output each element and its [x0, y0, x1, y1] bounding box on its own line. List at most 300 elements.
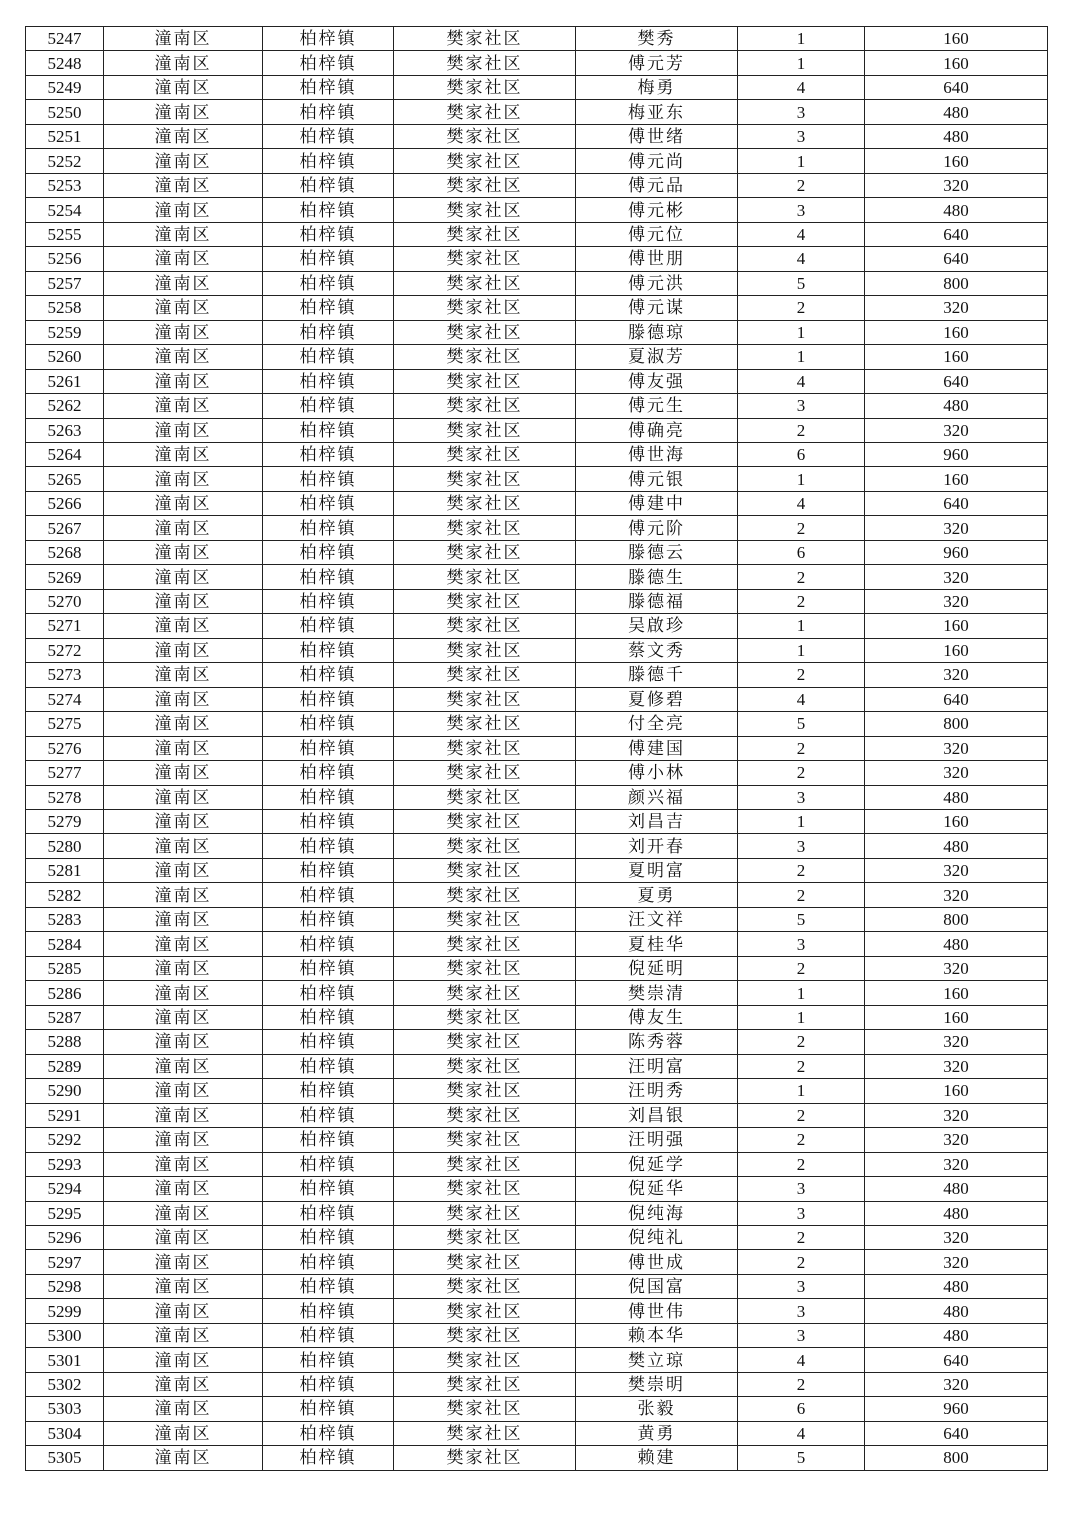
name-cell: 夏修碧: [576, 687, 738, 711]
district-cell: 潼南区: [104, 394, 263, 418]
name-cell: 颜兴福: [576, 785, 738, 809]
count-cell: 1: [738, 467, 865, 491]
name-cell: 傅友生: [576, 1005, 738, 1029]
table-row: [26, 247, 1048, 271]
count-cell: 2: [738, 1152, 865, 1176]
name-cell: 刘昌银: [576, 1103, 738, 1127]
amount-cell: 320: [865, 858, 1048, 882]
name-cell: 傅元品: [576, 173, 738, 197]
name-cell: 陈秀蓉: [576, 1030, 738, 1054]
table-row: [26, 394, 1048, 418]
town-cell: 柏梓镇: [263, 1225, 394, 1249]
table-row: [26, 907, 1048, 931]
name-cell: 傅元彬: [576, 198, 738, 222]
table-row: [26, 442, 1048, 466]
community-cell: 樊家社区: [394, 1348, 576, 1372]
id-cell: 5259: [26, 320, 104, 344]
name-cell: 梅勇: [576, 75, 738, 99]
town-cell: 柏梓镇: [263, 1201, 394, 1225]
id-cell: 5284: [26, 932, 104, 956]
town-cell: 柏梓镇: [263, 296, 394, 320]
town-cell: 柏梓镇: [263, 736, 394, 760]
table-row: [26, 1201, 1048, 1225]
name-cell: 夏勇: [576, 883, 738, 907]
id-cell: 5272: [26, 638, 104, 662]
amount-cell: 320: [865, 1030, 1048, 1054]
name-cell: 赖本华: [576, 1323, 738, 1347]
town-cell: 柏梓镇: [263, 394, 394, 418]
name-cell: 傅元阶: [576, 516, 738, 540]
name-cell: 刘开春: [576, 834, 738, 858]
table-row: [26, 663, 1048, 687]
name-cell: 滕德福: [576, 589, 738, 613]
district-cell: 潼南区: [104, 1030, 263, 1054]
count-cell: 1: [738, 345, 865, 369]
id-cell: 5273: [26, 663, 104, 687]
count-cell: 2: [738, 1103, 865, 1127]
table-row: [26, 1299, 1048, 1323]
town-cell: 柏梓镇: [263, 516, 394, 540]
district-cell: 潼南区: [104, 956, 263, 980]
community-cell: 樊家社区: [394, 516, 576, 540]
district-cell: 潼南区: [104, 75, 263, 99]
community-cell: 樊家社区: [394, 907, 576, 931]
town-cell: 柏梓镇: [263, 858, 394, 882]
table-row: [26, 1348, 1048, 1372]
table-row: [26, 27, 1048, 51]
district-cell: 潼南区: [104, 1274, 263, 1298]
community-cell: 樊家社区: [394, 173, 576, 197]
id-cell: 5281: [26, 858, 104, 882]
town-cell: 柏梓镇: [263, 1054, 394, 1078]
count-cell: 5: [738, 907, 865, 931]
district-cell: 潼南区: [104, 614, 263, 638]
table-row: [26, 173, 1048, 197]
town-cell: 柏梓镇: [263, 1177, 394, 1201]
community-cell: 樊家社区: [394, 1054, 576, 1078]
district-cell: 潼南区: [104, 51, 263, 75]
count-cell: 6: [738, 1397, 865, 1421]
town-cell: 柏梓镇: [263, 467, 394, 491]
amount-cell: 480: [865, 834, 1048, 858]
amount-cell: 320: [865, 883, 1048, 907]
count-cell: 2: [738, 883, 865, 907]
amount-cell: 320: [865, 663, 1048, 687]
table-row: [26, 1274, 1048, 1298]
town-cell: 柏梓镇: [263, 124, 394, 148]
id-cell: 5267: [26, 516, 104, 540]
name-cell: 倪纯海: [576, 1201, 738, 1225]
id-cell: 5291: [26, 1103, 104, 1127]
name-cell: 傅元银: [576, 467, 738, 491]
amount-cell: 640: [865, 1421, 1048, 1445]
town-cell: 柏梓镇: [263, 149, 394, 173]
amount-cell: 640: [865, 1348, 1048, 1372]
count-cell: 2: [738, 1250, 865, 1274]
table-row: [26, 712, 1048, 736]
town-cell: 柏梓镇: [263, 1152, 394, 1176]
id-cell: 5278: [26, 785, 104, 809]
town-cell: 柏梓镇: [263, 565, 394, 589]
community-cell: 樊家社区: [394, 883, 576, 907]
id-cell: 5263: [26, 418, 104, 442]
community-cell: 樊家社区: [394, 932, 576, 956]
amount-cell: 320: [865, 956, 1048, 980]
count-cell: 3: [738, 1299, 865, 1323]
community-cell: 樊家社区: [394, 1079, 576, 1103]
community-cell: 樊家社区: [394, 345, 576, 369]
amount-cell: 160: [865, 1005, 1048, 1029]
count-cell: 3: [738, 834, 865, 858]
amount-cell: 320: [865, 1250, 1048, 1274]
town-cell: 柏梓镇: [263, 687, 394, 711]
district-cell: 潼南区: [104, 1177, 263, 1201]
count-cell: 5: [738, 271, 865, 295]
district-cell: 潼南区: [104, 173, 263, 197]
id-cell: 5247: [26, 27, 104, 51]
count-cell: 2: [738, 761, 865, 785]
community-cell: 樊家社区: [394, 638, 576, 662]
id-cell: 5260: [26, 345, 104, 369]
count-cell: 2: [738, 418, 865, 442]
town-cell: 柏梓镇: [263, 1348, 394, 1372]
name-cell: 傅友强: [576, 369, 738, 393]
town-cell: 柏梓镇: [263, 540, 394, 564]
amount-cell: 320: [865, 1372, 1048, 1396]
name-cell: 蔡文秀: [576, 638, 738, 662]
community-cell: 樊家社区: [394, 394, 576, 418]
amount-cell: 640: [865, 222, 1048, 246]
count-cell: 2: [738, 565, 865, 589]
district-cell: 潼南区: [104, 100, 263, 124]
id-cell: 5296: [26, 1225, 104, 1249]
amount-cell: 480: [865, 1177, 1048, 1201]
district-cell: 潼南区: [104, 296, 263, 320]
district-cell: 潼南区: [104, 858, 263, 882]
count-cell: 3: [738, 1274, 865, 1298]
name-cell: 汪明秀: [576, 1079, 738, 1103]
amount-cell: 320: [865, 296, 1048, 320]
count-cell: 2: [738, 1054, 865, 1078]
town-cell: 柏梓镇: [263, 320, 394, 344]
district-cell: 潼南区: [104, 1372, 263, 1396]
town-cell: 柏梓镇: [263, 1446, 394, 1470]
name-cell: 黄勇: [576, 1421, 738, 1445]
district-cell: 潼南区: [104, 1421, 263, 1445]
town-cell: 柏梓镇: [263, 663, 394, 687]
district-cell: 潼南区: [104, 1005, 263, 1029]
district-cell: 潼南区: [104, 1128, 263, 1152]
table-row: [26, 1446, 1048, 1470]
community-cell: 樊家社区: [394, 100, 576, 124]
count-cell: 2: [738, 858, 865, 882]
community-cell: 樊家社区: [394, 1372, 576, 1396]
name-cell: 梅亚东: [576, 100, 738, 124]
name-cell: 滕德千: [576, 663, 738, 687]
name-cell: 樊秀: [576, 27, 738, 51]
table-row: [26, 785, 1048, 809]
amount-cell: 160: [865, 467, 1048, 491]
id-cell: 5302: [26, 1372, 104, 1396]
count-cell: 3: [738, 1323, 865, 1347]
amount-cell: 320: [865, 1152, 1048, 1176]
id-cell: 5251: [26, 124, 104, 148]
table-row: [26, 565, 1048, 589]
table-row: [26, 467, 1048, 491]
roster-table: [25, 26, 1048, 1471]
id-cell: 5265: [26, 467, 104, 491]
community-cell: 樊家社区: [394, 1177, 576, 1201]
id-cell: 5282: [26, 883, 104, 907]
name-cell: 汪明强: [576, 1128, 738, 1152]
table-row: [26, 1177, 1048, 1201]
count-cell: 2: [738, 1128, 865, 1152]
id-cell: 5279: [26, 810, 104, 834]
town-cell: 柏梓镇: [263, 907, 394, 931]
count-cell: 1: [738, 149, 865, 173]
community-cell: 樊家社区: [394, 1030, 576, 1054]
community-cell: 樊家社区: [394, 1397, 576, 1421]
town-cell: 柏梓镇: [263, 1299, 394, 1323]
count-cell: 3: [738, 124, 865, 148]
community-cell: 樊家社区: [394, 540, 576, 564]
id-cell: 5264: [26, 442, 104, 466]
community-cell: 樊家社区: [394, 149, 576, 173]
id-cell: 5300: [26, 1323, 104, 1347]
district-cell: 潼南区: [104, 222, 263, 246]
table-row: [26, 296, 1048, 320]
district-cell: 潼南区: [104, 1299, 263, 1323]
town-cell: 柏梓镇: [263, 1128, 394, 1152]
table-row: [26, 932, 1048, 956]
table-row: [26, 1030, 1048, 1054]
district-cell: 潼南区: [104, 712, 263, 736]
district-cell: 潼南区: [104, 1225, 263, 1249]
table-row: [26, 222, 1048, 246]
name-cell: 倪纯礼: [576, 1225, 738, 1249]
table-row: [26, 320, 1048, 344]
district-cell: 潼南区: [104, 1348, 263, 1372]
amount-cell: 960: [865, 1397, 1048, 1421]
community-cell: 樊家社区: [394, 1274, 576, 1298]
district-cell: 潼南区: [104, 27, 263, 51]
amount-cell: 480: [865, 1274, 1048, 1298]
id-cell: 5290: [26, 1079, 104, 1103]
district-cell: 潼南区: [104, 1323, 263, 1347]
count-cell: 1: [738, 27, 865, 51]
town-cell: 柏梓镇: [263, 1274, 394, 1298]
table-row: [26, 956, 1048, 980]
table-row: [26, 345, 1048, 369]
town-cell: 柏梓镇: [263, 1397, 394, 1421]
town-cell: 柏梓镇: [263, 883, 394, 907]
table-row: [26, 883, 1048, 907]
name-cell: 张毅: [576, 1397, 738, 1421]
amount-cell: 320: [865, 516, 1048, 540]
district-cell: 潼南区: [104, 467, 263, 491]
amount-cell: 640: [865, 369, 1048, 393]
community-cell: 樊家社区: [394, 247, 576, 271]
district-cell: 潼南区: [104, 638, 263, 662]
community-cell: 樊家社区: [394, 75, 576, 99]
id-cell: 5254: [26, 198, 104, 222]
table-row: [26, 687, 1048, 711]
id-cell: 5301: [26, 1348, 104, 1372]
table-row: [26, 1128, 1048, 1152]
community-cell: 樊家社区: [394, 712, 576, 736]
amount-cell: 480: [865, 198, 1048, 222]
town-cell: 柏梓镇: [263, 761, 394, 785]
community-cell: 樊家社区: [394, 1005, 576, 1029]
town-cell: 柏梓镇: [263, 51, 394, 75]
amount-cell: 800: [865, 271, 1048, 295]
name-cell: 倪国富: [576, 1274, 738, 1298]
town-cell: 柏梓镇: [263, 712, 394, 736]
amount-cell: 160: [865, 638, 1048, 662]
table-row: [26, 149, 1048, 173]
amount-cell: 480: [865, 1201, 1048, 1225]
count-cell: 2: [738, 1372, 865, 1396]
name-cell: 汪文祥: [576, 907, 738, 931]
id-cell: 5305: [26, 1446, 104, 1470]
district-cell: 潼南区: [104, 810, 263, 834]
community-cell: 樊家社区: [394, 222, 576, 246]
name-cell: 倪延学: [576, 1152, 738, 1176]
count-cell: 3: [738, 1201, 865, 1225]
id-cell: 5255: [26, 222, 104, 246]
community-cell: 樊家社区: [394, 785, 576, 809]
table-row: [26, 858, 1048, 882]
amount-cell: 160: [865, 51, 1048, 75]
community-cell: 樊家社区: [394, 1299, 576, 1323]
community-cell: 樊家社区: [394, 51, 576, 75]
district-cell: 潼南区: [104, 932, 263, 956]
name-cell: 傅元谋: [576, 296, 738, 320]
district-cell: 潼南区: [104, 442, 263, 466]
id-cell: 5277: [26, 761, 104, 785]
amount-cell: 960: [865, 442, 1048, 466]
town-cell: 柏梓镇: [263, 932, 394, 956]
amount-cell: 160: [865, 149, 1048, 173]
id-cell: 5262: [26, 394, 104, 418]
count-cell: 1: [738, 614, 865, 638]
table-row: [26, 981, 1048, 1005]
count-cell: 2: [738, 956, 865, 980]
id-cell: 5299: [26, 1299, 104, 1323]
town-cell: 柏梓镇: [263, 491, 394, 515]
table-row: [26, 540, 1048, 564]
town-cell: 柏梓镇: [263, 369, 394, 393]
table-row: [26, 1225, 1048, 1249]
count-cell: 3: [738, 394, 865, 418]
id-cell: 5271: [26, 614, 104, 638]
amount-cell: 320: [865, 1103, 1048, 1127]
count-cell: 3: [738, 1177, 865, 1201]
id-cell: 5248: [26, 51, 104, 75]
count-cell: 4: [738, 369, 865, 393]
town-cell: 柏梓镇: [263, 100, 394, 124]
table-row: [26, 761, 1048, 785]
amount-cell: 320: [865, 1225, 1048, 1249]
district-cell: 潼南区: [104, 1446, 263, 1470]
district-cell: 潼南区: [104, 1397, 263, 1421]
name-cell: 夏桂华: [576, 932, 738, 956]
id-cell: 5274: [26, 687, 104, 711]
id-cell: 5256: [26, 247, 104, 271]
district-cell: 潼南区: [104, 565, 263, 589]
table-row: [26, 834, 1048, 858]
table-row: [26, 1323, 1048, 1347]
id-cell: 5252: [26, 149, 104, 173]
amount-cell: 480: [865, 394, 1048, 418]
table-row: [26, 1421, 1048, 1445]
count-cell: 1: [738, 810, 865, 834]
community-cell: 樊家社区: [394, 1250, 576, 1274]
amount-cell: 320: [865, 589, 1048, 613]
table-row: [26, 1372, 1048, 1396]
table-row: [26, 271, 1048, 295]
table-row: [26, 614, 1048, 638]
table-row: [26, 1250, 1048, 1274]
district-cell: 潼南区: [104, 1201, 263, 1225]
community-cell: 樊家社区: [394, 442, 576, 466]
count-cell: 4: [738, 1348, 865, 1372]
name-cell: 傅建国: [576, 736, 738, 760]
community-cell: 樊家社区: [394, 1446, 576, 1470]
amount-cell: 320: [865, 736, 1048, 760]
name-cell: 傅确亮: [576, 418, 738, 442]
count-cell: 2: [738, 173, 865, 197]
count-cell: 6: [738, 540, 865, 564]
district-cell: 潼南区: [104, 736, 263, 760]
town-cell: 柏梓镇: [263, 271, 394, 295]
count-cell: 2: [738, 589, 865, 613]
community-cell: 樊家社区: [394, 956, 576, 980]
town-cell: 柏梓镇: [263, 956, 394, 980]
table-row: [26, 100, 1048, 124]
id-cell: 5287: [26, 1005, 104, 1029]
table-row: [26, 1054, 1048, 1078]
amount-cell: 320: [865, 565, 1048, 589]
district-cell: 潼南区: [104, 149, 263, 173]
table-row: [26, 1005, 1048, 1029]
town-cell: 柏梓镇: [263, 198, 394, 222]
district-cell: 潼南区: [104, 663, 263, 687]
district-cell: 潼南区: [104, 1054, 263, 1078]
name-cell: 樊崇明: [576, 1372, 738, 1396]
district-cell: 潼南区: [104, 198, 263, 222]
count-cell: 3: [738, 932, 865, 956]
id-cell: 5304: [26, 1421, 104, 1445]
town-cell: 柏梓镇: [263, 442, 394, 466]
amount-cell: 480: [865, 124, 1048, 148]
district-cell: 潼南区: [104, 320, 263, 344]
count-cell: 3: [738, 785, 865, 809]
district-cell: 潼南区: [104, 907, 263, 931]
count-cell: 3: [738, 100, 865, 124]
community-cell: 樊家社区: [394, 858, 576, 882]
name-cell: 樊崇清: [576, 981, 738, 1005]
count-cell: 4: [738, 1421, 865, 1445]
town-cell: 柏梓镇: [263, 834, 394, 858]
amount-cell: 160: [865, 1079, 1048, 1103]
amount-cell: 640: [865, 687, 1048, 711]
community-cell: 樊家社区: [394, 834, 576, 858]
count-cell: 4: [738, 247, 865, 271]
amount-cell: 160: [865, 981, 1048, 1005]
table-row: [26, 491, 1048, 515]
count-cell: 1: [738, 1079, 865, 1103]
